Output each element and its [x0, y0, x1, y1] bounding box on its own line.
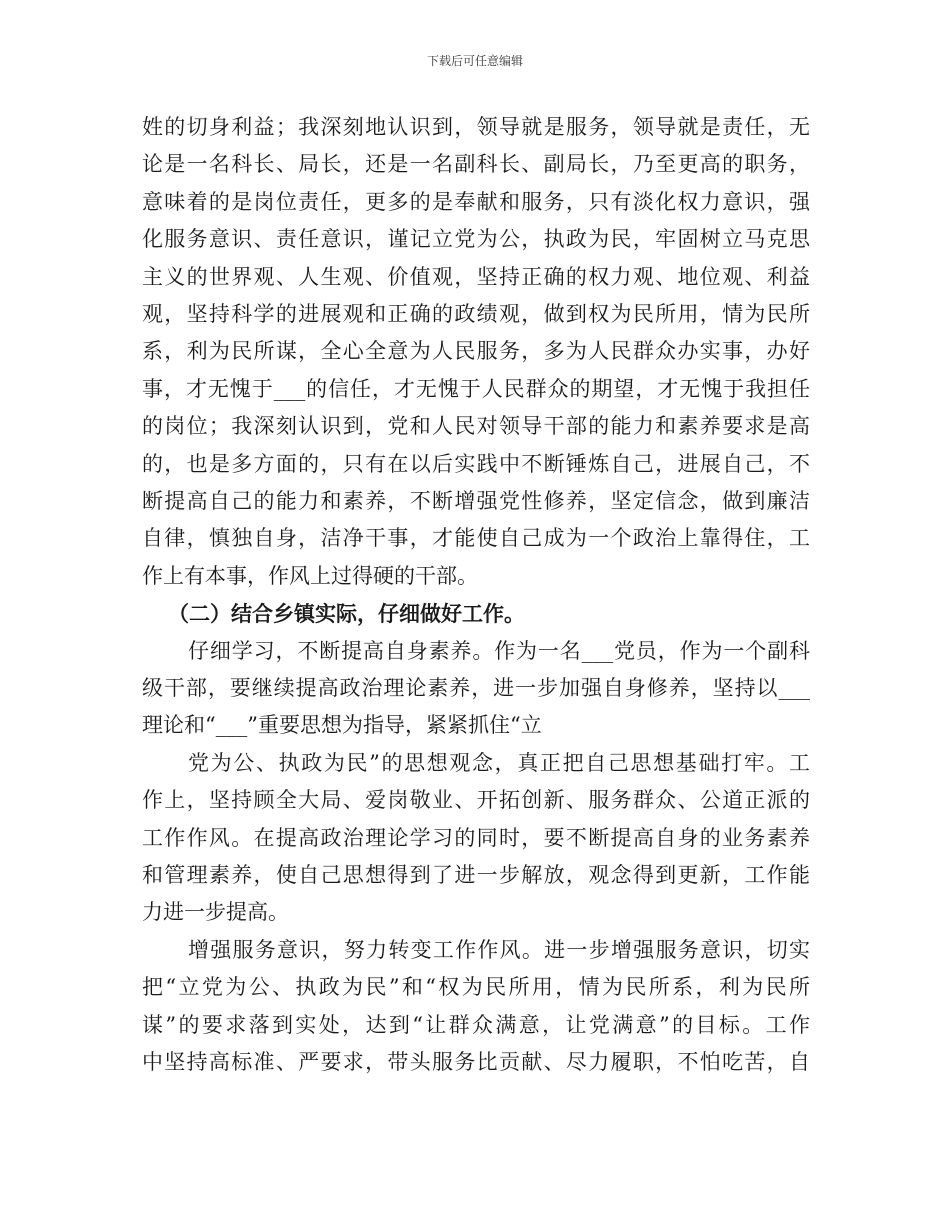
page-header: 下载后可任意编辑: [426, 54, 523, 68]
text-line: 增强服务意识，努力转变工作作风。进一步增强服务意识，切实: [188, 937, 810, 962]
text-line: 仔细学习，不断提高自身素养。作为一名___党员，作为一个副科: [188, 638, 810, 663]
text-line: 自律，慎独自身，洁净干事，才能使自己成为一个政治上靠得住，工: [142, 526, 810, 551]
text-line: 力进一步提高。: [142, 900, 289, 925]
text-line: 把“立党为公、执政为民”和“权为民所用，情为民所系，利为民所: [142, 975, 810, 1000]
text-line: 级干部，要继续提高政治理论素养，进一步加强自身修养，坚持以___: [142, 676, 810, 700]
text-line: 的岗位；我深刻认识到，党和人民对领导干部的能力和素养要求是高: [142, 414, 810, 439]
text-line: 和管理素养，使自己思想得到了进一步解放，观念得到更新，工作能: [142, 863, 810, 887]
text-line: 断提高自己的能力和素养，不断增强党性修养，坚定信念，做到廉洁: [142, 489, 810, 513]
text-line: 系，利为民所谋，全心全意为人民服务，多为人民群众办实事，办好: [142, 339, 810, 364]
text-line: 党为公、执政为民”的思想观念，真正把自己思想基础打牢。工: [188, 750, 810, 775]
text-line: 论是一名科长、局长，还是一名副科长、副局长，乃至更高的职务，: [142, 152, 810, 177]
text-line: 工作作风。在提高政治理论学习的同时，要不断提高自身的业务素养: [142, 825, 810, 850]
section-heading: （二）结合乡镇实际，仔细做好工作。: [168, 601, 525, 627]
text-line: 作上，坚持顾全大局、爱岗敬业、开拓创新、服务群众、公道正派的: [142, 788, 810, 813]
text-line: 的，也是多方面的，只有在以后实践中不断锤炼自己，进展自己，不: [142, 451, 810, 476]
text-line: 化服务意识、责任意识，谨记立党为公，执政为民，牢固树立马克思: [142, 227, 810, 252]
text-line: 中坚持高标准、严要求，带头服务比贡献、尽力履职，不怕吃苦，自: [142, 1050, 810, 1074]
text-line: 谋”的要求落到实处，达到“让群众满意，让党满意”的目标。工作: [142, 1012, 810, 1037]
text-line: 主义的世界观、人生观、价值观，坚持正确的权力观、地位观、利益: [142, 264, 810, 289]
text-line: 意味着的是岗位责任，更多的是奉献和服务，只有淡化权力意识，强: [142, 189, 810, 214]
text-line: 姓的切身利益；我深刻地认识到，领导就是服务，领导就是责任，无: [142, 115, 810, 139]
text-line: 观，坚持科学的进展观和正确的政绩观，做到权为民所用，情为民所: [142, 302, 810, 326]
text-line: 理论和“___”重要思想为指导，紧紧抓住“立: [142, 713, 542, 738]
text-line: 事，才无愧于___的信任，才无愧于人民群众的期望，才无愧于我担任: [142, 376, 810, 401]
text-line: 作上有本事，作风上过得硬的干部。: [142, 563, 478, 588]
